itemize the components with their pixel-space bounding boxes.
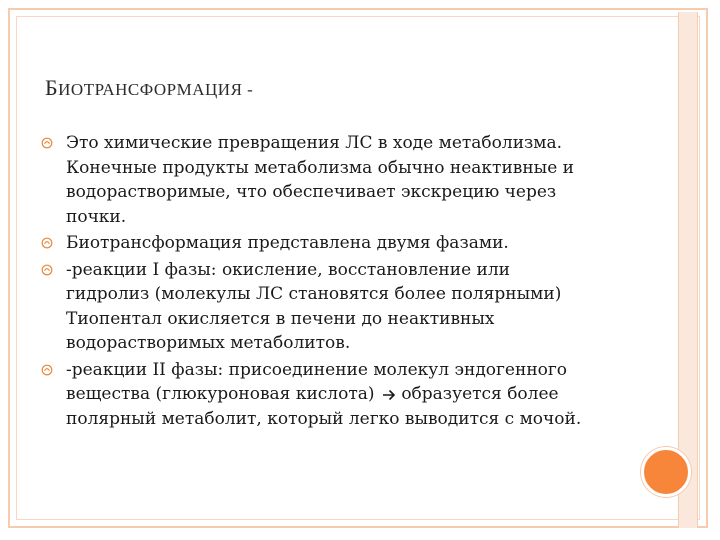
circle-bullet-icon — [41, 237, 53, 249]
title-initial: Б — [45, 75, 59, 100]
bullet-list — [38, 131, 598, 431]
bullet-item — [38, 131, 598, 229]
right-arrow-icon — [382, 389, 396, 401]
bullet-text-tail: образуется более полярный метаболит, который легко выводится с мочой. — [66, 384, 582, 429]
title-rest: ИОТРАНСФОРМАЦИЯ - — [58, 80, 254, 99]
slide-title — [45, 75, 253, 101]
circle-bullet-icon — [41, 264, 53, 276]
bullet-item — [38, 231, 598, 256]
bullet-text: -реакции I фазы: окисление, восстановление или гидролиз (молекулы ЛС становятся более полярными) Тиопентал окисляется в печени до неактивных водорастворимых метаболитов. — [66, 259, 562, 353]
circle-bullet-icon — [41, 364, 53, 376]
bullet-text: Это химические превращения ЛС в ходе метаболизма. Конечные продукты метаболизма обычно неактивные и водорастворимые, что обеспечивает экскрецию через почки. — [66, 133, 575, 227]
bullet-text: -реакции II фазы: присоединение молекул эндогенного вещества (глюкуроновая кислота) — [66, 359, 568, 404]
decorative-side-band — [678, 12, 698, 528]
bullet-text: Биотрансформация представлена двумя фазами. — [66, 233, 509, 253]
bullet-item — [38, 258, 598, 356]
bullet-item — [38, 358, 598, 432]
circle-bullet-icon — [41, 137, 53, 149]
decorative-orange-circle — [641, 447, 691, 497]
